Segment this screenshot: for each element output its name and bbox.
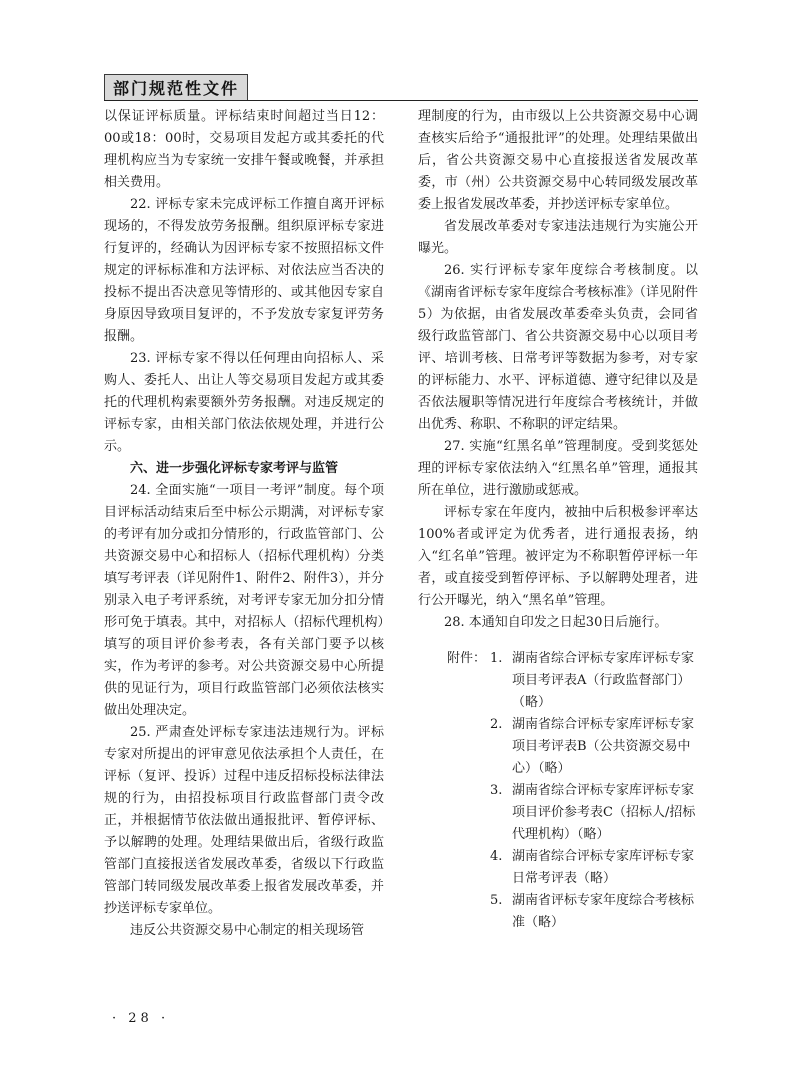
page-number: · 28 · [112, 1011, 170, 1026]
attachment-number: 2. [490, 717, 503, 732]
section-heading: 六、进一步强化评标专家考评与监管 [130, 461, 339, 476]
paragraph-item-28: 28. 本通知自印发之日起30日后施行。 [444, 615, 668, 630]
paragraph-item-22: 22. 评标专家未完成评标工作擅自离开评标现场的，不得发放劳务报酬。组织原评标专家进行复评的，经确认为因评标专家不按照招标文件规定的评标标准和方法评标、对依法应当否决的投标不提出否决意见等情形的、或其他因专家自身原因导致项目复评的，不予发放专家复评劳务报酬。 [104, 197, 384, 344]
attachment-number: 3. [490, 783, 503, 798]
paragraph-item-23: 23. 评标专家不得以任何理由向招标人、采购人、委托人、出让人等交易项目发起方或其委托的代理机构索要额外劳务报酬。对违反规定的评标专家，由相关部门依法依规处理，并进行公示。 [104, 351, 384, 454]
paragraph-continued: 以保证评标质量。评标结束时间超过当日12：00或18：00时，交易项目发起方或其委托的代理机构应当为专家统一安排午餐或晚餐，并承担相关费用。 [104, 109, 384, 190]
header-divider [104, 100, 698, 101]
attachment-item [418, 846, 698, 890]
paragraph-item-25-cont: 违反公共资源交易中心制定的相关现场管 [130, 923, 365, 938]
right-column [418, 106, 698, 934]
paragraph-continued: 理制度的行为，由市级以上公共资源交易中心调查核实后给予“通报批评”的处理。处理结果做出后，省公共资源交易中心直接报送省发展改革委，市（州）公共资源交易中心转同级发展改革委上报省发展改革委，并抄送评标专家单位。 [418, 109, 698, 212]
section-header-label: 部门规范性文件 [104, 74, 248, 101]
paragraph-red-black-list: 评标专家在年度内，被抽中后积极参评率达100%者或评定为优秀者，进行通报表扬，纳入“红名单”管理。被评定为不称职暂停评标一年者，或直接受到暂停评标、予以解聘处理者，进行公开曝光，纳入“黑名单”管理。 [418, 505, 698, 608]
paragraph-item-25: 25. 严肃查处评标专家违法违规行为。评标专家对所提出的评审意见依法承担个人责任，在评标（复评、投诉）过程中违反招标投标法律法规的行为，由招投标项目行政监督部门责令改正，并根据情节依法做出通报批评、暂停评标、予以解聘的处理。处理结果做出后，省级行政监管部门直接报送省发展改革委，省级以下行政监管部门转同级发展改革委上报省发展改革委，并抄送评标专家单位。 [104, 725, 384, 916]
attachment-number: 5. [490, 893, 503, 908]
attachments-lead: 附件： [446, 651, 486, 666]
attachment-item [418, 780, 698, 846]
attachment-number: 4. [490, 849, 503, 864]
attachment-number: 1. [490, 651, 503, 666]
attachment-text: 湖南省综合评标专家库评标专家项目评价参考表C（招标人/招标代理机构）（略） [512, 783, 696, 842]
paragraph-item-24: 24. 全面实施“一项目一考评”制度。每个项目评标活动结束后至中标公示期满，对评标专家的考评有加分或扣分情形的，行政监管部门、公共资源交易中心和招标人（招标代理机构）分类填写考评表（详见附件1、附件2、附件3），并分别录入电子考评系统，对考评专家无加分扣分情形可免于填表。其中，对招标人（招标代理机构）填写的项目评价参考表，各有关部门要予以核实，作为考评的参考。对公共资源交易中心所提供的见证行为，项目行政监管部门必须依法核实做出处理决定。 [104, 483, 384, 718]
paragraph-item-27: 27. 实施“红黑名单”管理制度。受到奖惩处理的评标专家依法纳入“红黑名单”管理，通报其所在单位，进行激励或惩戒。 [418, 439, 698, 498]
attachment-text: 湖南省综合评标专家库评标专家项目考评表B（公共资源交易中心）（略） [512, 717, 695, 776]
attachment-item [418, 714, 698, 780]
paragraph-item-26: 26. 实行评标专家年度综合考核制度。以《湖南省评标专家年度综合考核标准》（详见附件5）为依据，由省发展改革委牵头负责，会同省级行政监管部门、省公共资源交易中心以项目考评、培训考核、日常考评等数据为参考，对专家的评标能力、水平、评标道德、遵守纪律以及是否依法履职等情况进行年度综合考核统计，并做出优秀、称职、不称职的评定结果。 [418, 263, 698, 432]
attachment-text: 湖南省评标专家年度综合考核标准（略） [512, 893, 695, 930]
paragraph-exposure: 省发展改革委对专家违法违规行为实施公开曝光。 [418, 219, 698, 256]
attachment-text: 湖南省综合评标专家库评标专家日常考评表（略） [512, 849, 695, 886]
attachment-text: 湖南省综合评标专家库评标专家项目考评表A（行政监督部门）（略） [512, 651, 695, 710]
attachments-list [418, 648, 698, 934]
attachment-item [418, 648, 698, 714]
attachment-item [418, 890, 698, 934]
left-column [104, 106, 384, 942]
